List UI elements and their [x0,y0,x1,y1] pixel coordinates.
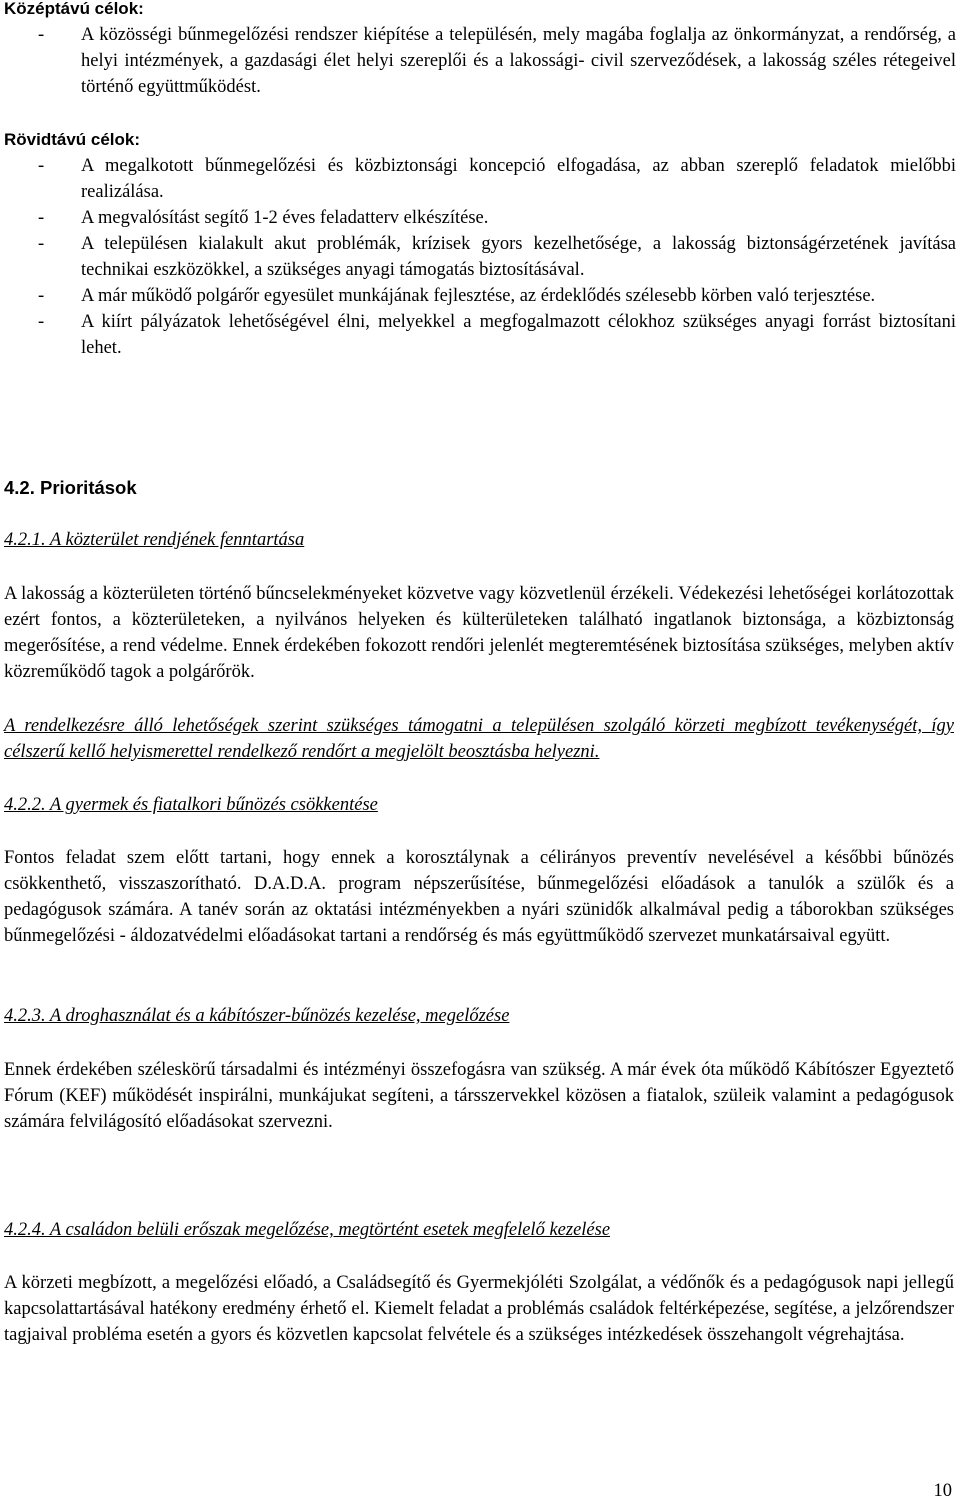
subsection-title-2: 4.2.2. A gyermek és fiatalkori bűnözés csökkentése [4,795,378,815]
short-term-heading: Rövidtávú célok: [4,130,141,149]
list-item: - A közösségi bűnmegelőzési rendszer kiépítése a településén, mely magába foglalja az önkormányzat, a rendőrség, a helyi intézmények, a gazdasági élet helyi szereplői és a lakossági- civil szerveződések, a lakosság széles rétegeivel történő együttműködést. [38,25,956,97]
list-item: - A kiírt pályázatok lehetőségével élni, melyekkel a megfogalmazott célokhoz szükséges anyagi forrást biztosítani lehet. [38,312,956,358]
page-number: 10 [933,1481,952,1501]
subsection-3-paragraph: Ennek érdekében széleskörű társadalmi és intézményi összefogásra van szükség. A már évek óta működő Kábítószer Egyeztető Fórum (KEF) működését inspirálni, munkájukat segíteni, a társszervekkel közösen a fiatalok, szüleik valamint a pedagógusok számára felvilágosító előadásokat szervezni. [4,1060,954,1132]
subsection-1-paragraph: A lakosság a közterületen történő bűncselekményeket közvetve vagy közvetlenül érzékeli. Védekezési lehetőségei korlátozottak ezért fontos, a közterületeken, a nyilvános helyeken és külterületeken található ingatlanok biztonsága, a közbiztonság megerősítése, a rend védelme. Ennek érdekében fokozott rendőri jelenlét megteremtésének biztosítása szükséges, melyben aktív közreműködő tagok a polgárőrök. [4,584,954,682]
list-item: - A már működő polgárőr egyesület munkájának fejlesztése, az érdeklődés szélesebb körben való terjesztése. [38,286,876,306]
subsection-4-paragraph: A körzeti megbízott, a megelőzési előadó, a Családsegítő és Gyermekjóléti Szolgálat, a védőnők és a pedagógusok napi jellegű kapcsolattartásával hatékony eredmény érhető el. Kiemelt feladat a problémás családok feltérképezése, segítése, a jelzőrendszer tagjaival probléma esetén a gyors és közvetlen kapcsolat felvétele és a szükséges intézkedések összehangolt végrehajtása. [4,1273,954,1345]
subsection-title-3: 4.2.3. A droghasználat és a kábítószer-bűnözés kezelése, megelőzése [4,1006,510,1026]
section-title: 4.2. Prioritások [4,477,137,498]
subsection-title-4: 4.2.4. A családon belüli erőszak megelőzése, megtörtént esetek megfelelő kezelése [4,1220,611,1240]
medium-term-heading: Középtávú célok: [4,0,144,18]
subsection-2-paragraph: Fontos feladat szem előtt tartani, hogy ennek a korosztálynak a célirányos preventív nevelésével a későbbi bűnözés csökkenthető, visszaszorítható. D.A.D.A. program népszerűsítése, bűnmegelőzési előadások a tanulók a szülők és a pedagógusok számára. A tanév során az oktatási intézményekben a nyári szünidők alkalmával pedig a táborokban szükséges bűnmegelőzési - áldozatvédelmi előadásokat tartani a rendőrség és más együttműködő szervezet munkatársaival együtt. [4,848,954,946]
list-item: - A megvalósítást segítő 1-2 éves feladatterv elkészítése. [38,208,489,228]
medium-term-list [38,22,956,100]
subsection-1-italic-paragraph: A rendelkezésre álló lehetőségek szerint szükséges támogatni a településen szolgáló körzeti megbízott tevékenységét, így célszerű kellő helyismerettel rendelkező rendőrt a megjelölt beosztásba helyezni. [4,716,954,762]
list-item: - A településen kialakult akut problémák, krízisek gyors kezelhetősége, a lakosság biztonságérzetének javítása technikai eszközökkel, a szükséges anyagi támogatás biztosításával. [38,234,956,280]
short-term-list [38,153,956,361]
list-item: - A megalkotott bűnmegelőzési és közbiztonsági koncepció elfogadása, az abban szereplő feladatok mielőbbi realizálása. [38,156,956,202]
subsection-title-1: 4.2.1. A közterület rendjének fenntartása [4,530,305,550]
